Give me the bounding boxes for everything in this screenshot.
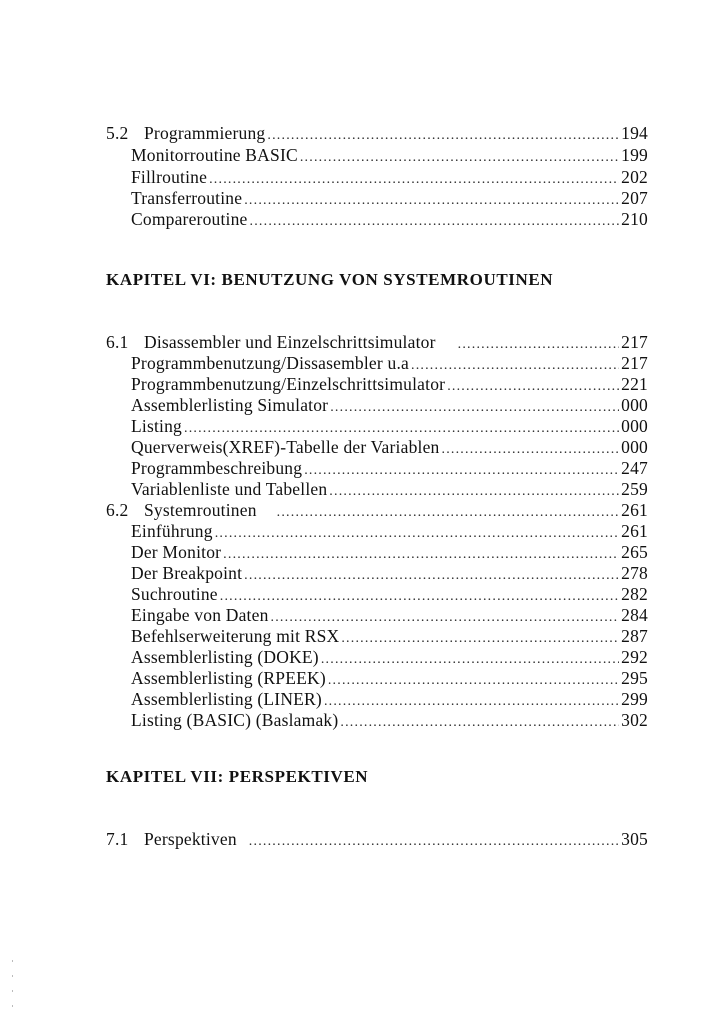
entry-label: Eingabe von Daten <box>131 605 269 625</box>
entry-label: Querverweis(XREF)-Tabelle der Variablen <box>131 437 440 457</box>
entry-label: Assemblerlisting Simulator <box>131 395 329 415</box>
section-number: 7.1 <box>106 829 129 849</box>
dot-leader <box>340 712 619 734</box>
entry-label: Befehlserweiterung mit RSX <box>131 626 340 646</box>
toc-entry <box>106 331 648 353</box>
toc-entry <box>131 457 648 479</box>
toc-entry <box>106 499 648 521</box>
chapter-heading: KAPITEL VI: BENUTZUNG VON SYSTEMROUTINEN <box>106 270 554 289</box>
toc-entry <box>131 541 648 563</box>
toc-entry <box>131 562 648 584</box>
entry-label: Suchroutine <box>131 584 218 604</box>
scan-speck <box>12 1005 13 1007</box>
entry-label: Programmbeschreibung <box>131 458 303 478</box>
entry-page: 292 <box>621 647 648 667</box>
entry-label: Disassembler und Einzelschrittsimulator <box>144 332 436 352</box>
entry-label: Fillroutine <box>131 167 208 187</box>
toc-entry <box>131 415 648 437</box>
entry-page: 287 <box>621 626 648 646</box>
toc-entry <box>131 604 648 626</box>
toc-entry <box>131 646 648 668</box>
entry-page: 278 <box>621 563 648 583</box>
toc-entry <box>131 373 648 395</box>
scan-speck <box>12 960 13 962</box>
entry-page: 265 <box>621 542 648 562</box>
toc-entry <box>131 667 648 689</box>
entry-page: 305 <box>621 829 648 849</box>
entry-page: 000 <box>621 437 648 457</box>
toc-entry <box>131 187 648 209</box>
entry-label: Listing <box>131 416 182 436</box>
entry-page: 261 <box>621 521 648 541</box>
entry-page: 221 <box>621 374 648 394</box>
entry-page: 217 <box>621 353 648 373</box>
toc-entry <box>131 583 648 605</box>
entry-label: Assemblerlisting (LINER) <box>131 689 322 709</box>
toc-entry <box>131 478 648 500</box>
entry-page: 210 <box>621 209 648 229</box>
toc-entry <box>131 688 648 710</box>
entry-label: Der Monitor <box>131 542 222 562</box>
entry-page: 207 <box>621 188 648 208</box>
toc-entry <box>106 828 648 850</box>
entry-label: Transferroutine <box>131 188 243 208</box>
entry-page: 299 <box>621 689 648 709</box>
entry-label: Compareroutine <box>131 209 248 229</box>
toc-entry <box>131 625 648 647</box>
entry-page: 217 <box>621 332 648 352</box>
toc-entry <box>131 144 648 166</box>
chapter-heading: KAPITEL VII: PERSPEKTIVEN <box>106 767 369 786</box>
entry-label: Assemblerlisting (DOKE) <box>131 647 319 667</box>
entry-label: Listing (BASIC) (Baslamak) <box>131 710 339 730</box>
toc-entry <box>131 352 648 374</box>
entry-label: Assemblerlisting (RPEEK) <box>131 668 326 688</box>
entry-page: 247 <box>621 458 648 478</box>
dot-leader <box>249 831 619 853</box>
entry-label: Programmbenutzung/Einzelschrittsimulator <box>131 374 446 394</box>
entry-label: Einführung <box>131 521 213 541</box>
toc-entry <box>131 520 648 542</box>
entry-label: Variablenliste und Tabellen <box>131 479 328 499</box>
entry-label: Perspektiven <box>144 829 237 849</box>
entry-page: 202 <box>621 167 648 187</box>
entry-page: 000 <box>621 416 648 436</box>
scan-speck <box>12 975 13 977</box>
toc-entry <box>131 394 648 416</box>
entry-page: 284 <box>621 605 648 625</box>
entry-page: 000 <box>621 395 648 415</box>
dot-leader <box>250 211 620 233</box>
entry-label: Programmierung <box>144 123 266 143</box>
entry-page: 261 <box>621 500 648 520</box>
entry-label: Monitorroutine BASIC <box>131 145 298 165</box>
entry-page: 194 <box>621 123 648 143</box>
entry-label: Programmbenutzung/Dissasembler u.a <box>131 353 409 373</box>
entry-page: 259 <box>621 479 648 499</box>
toc-entry <box>131 208 648 230</box>
toc-entry <box>106 122 648 144</box>
toc-entry <box>131 709 648 731</box>
entry-page: 302 <box>621 710 648 730</box>
scan-speck <box>12 990 13 992</box>
section-number: 5.2 <box>106 123 129 143</box>
entry-page: 295 <box>621 668 648 688</box>
entry-label: Systemroutinen <box>144 500 257 520</box>
section-number: 6.2 <box>106 500 129 520</box>
entry-label: Der Breakpoint <box>131 563 243 583</box>
entry-page: 282 <box>621 584 648 604</box>
toc-entry <box>131 436 648 458</box>
section-number: 6.1 <box>106 332 129 352</box>
entry-page: 199 <box>621 145 648 165</box>
toc-entry <box>131 166 648 188</box>
